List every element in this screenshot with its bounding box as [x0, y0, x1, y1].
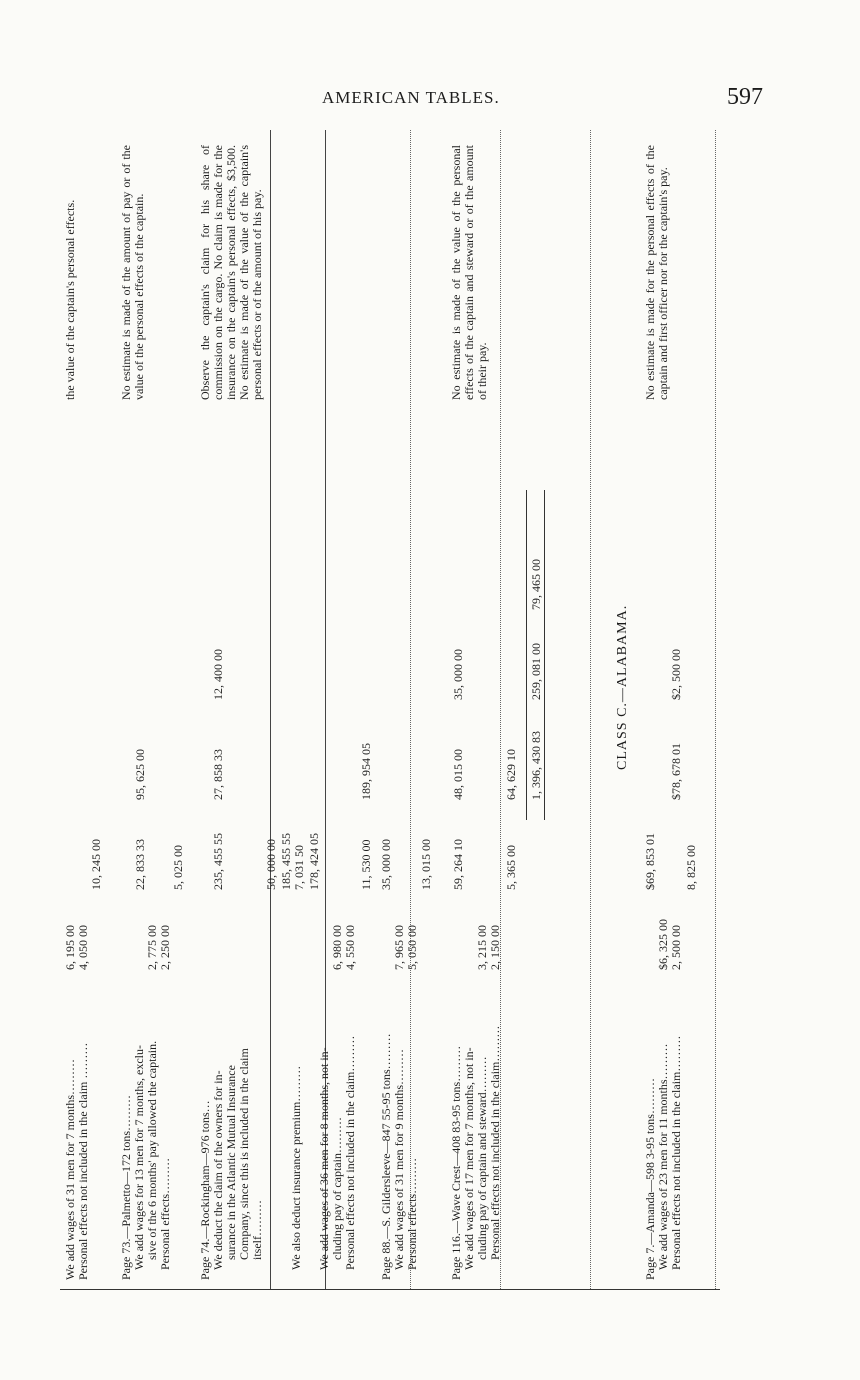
line-text: cluding pay of captain……… [330, 1117, 344, 1260]
amount-cell: 6, 980 00 [330, 925, 344, 970]
amount-cell: 2, 150 00 [488, 925, 502, 970]
line-text: surance in the Atlantic Mutual Insurance [224, 1065, 238, 1260]
amount-cell: 2, 250 00 [158, 925, 172, 970]
amount-cell: 259, 081 00 [529, 643, 543, 700]
amount-cell: 13, 015 00 [419, 839, 433, 890]
column-rule [270, 130, 271, 1290]
amount-cell: 189, 954 05 [359, 743, 373, 800]
amount-cell: 7, 031 50 [292, 845, 306, 890]
amount-cell: 3, 215 00 [475, 925, 489, 970]
amount-cell: $2, 500 00 [669, 649, 683, 700]
line-text: Page 73.—Palmetto—172 tons……… [119, 1095, 133, 1280]
amount-cell: 1, 396, 430 83 [529, 731, 543, 800]
line-text: We add wages of 31 men for 7 months……… [63, 1059, 77, 1280]
amount-cell: 79, 465 00 [529, 559, 543, 610]
amount-cell: 4, 550 00 [343, 925, 357, 970]
line-text: We also deduct insurance premium……… [289, 1065, 303, 1270]
amount-cell: 48, 015 00 [451, 749, 465, 800]
total-rule [526, 490, 527, 820]
amount-cell: 12, 400 00 [211, 649, 225, 700]
line-text: Personal effects not included in the claim……… [669, 1035, 683, 1270]
amount-cell: 185, 455 55 [279, 833, 293, 890]
line-text: Page 88.—S. Gildersleeve—847 55-95 tons……… [379, 1033, 393, 1280]
line-text: Company, since this is included in the claim [237, 1048, 251, 1260]
column-rule [590, 130, 591, 1290]
line-text: Personal effects not included in the claim ……… [76, 1042, 90, 1280]
remark-text: Observe the captain's claim for his share of commission on the cargo. No claim is made for the insurance on the captain's personal effects, $3,500. No estimate is made of the value of the captain's personal effects or of the amount of his pay. [198, 145, 264, 400]
amount-cell: 35, 000 00 [451, 649, 465, 700]
amount-cell: 5, 365 00 [504, 845, 518, 890]
total-rule [544, 490, 545, 820]
line-text: Personal effects not included in the claim……… [343, 1035, 357, 1270]
amount-cell: 64, 629 10 [504, 749, 518, 800]
line-text: Page 74.—Rockingham—976 tons… [198, 1100, 212, 1280]
column-rule [410, 130, 411, 1290]
line-text: We deduct the claim of the owners for in- [211, 1070, 225, 1270]
line-text: Page 7.—Amanda—598 3-95 tons……… [643, 1078, 657, 1280]
section-rule [60, 1289, 720, 1290]
class-heading: CLASS C.—ALABAMA. [615, 604, 630, 770]
line-text: We add wages of 17 men for 7 months, not in- [462, 1047, 476, 1270]
line-text: Personal effects not included in the claim……… [488, 1025, 502, 1260]
remark-text: No estimate is made of the value of the personal effects of the captain and steward or of the amount of their pay. [449, 145, 489, 400]
amount-cell: 235, 455 55 [211, 833, 225, 890]
line-text: Personal effects……… [405, 1157, 419, 1270]
line-text: We add wages of 36 men for 8 months, not in- [317, 1047, 331, 1270]
amount-cell: 59, 264 10 [451, 839, 465, 890]
line-text: cluding pay of captain and steward……… [475, 1056, 489, 1260]
amount-cell: 50, 000 00 [264, 839, 278, 890]
line-text: We add wages of 23 men for 11 months……… [656, 1043, 670, 1270]
amount-cell: $69, 853 01 [643, 833, 657, 890]
rotated-table [60, 130, 720, 1290]
amount-cell: 11, 530 00 [359, 839, 373, 890]
amount-cell: $78, 678 01 [669, 743, 683, 800]
amount-cell: 5, 025 00 [171, 845, 185, 890]
line-text: We add wages of 31 men for 9 months……… [392, 1049, 406, 1270]
running-head: AMERICAN TABLES. [322, 88, 500, 107]
amount-cell: 2, 500 00 [669, 925, 683, 970]
amount-cell: 27, 858 33 [211, 749, 225, 800]
page-number: 597 [727, 84, 763, 110]
amount-cell: 95, 625 00 [133, 749, 147, 800]
amount-cell: 8, 825 00 [684, 845, 698, 890]
amount-cell: 22, 833 33 [133, 839, 147, 890]
line-text: Page 116.—Wave Crest—408 83-95 tons……… [449, 1045, 463, 1280]
line-text: sive of the 6 months' pay allowed the captain. [145, 1040, 159, 1260]
remark-text: No estimate is made for the personal effects of the captain and first officer nor for the captain's pay. [643, 145, 670, 400]
amount-cell: 4, 050 00 [76, 925, 90, 970]
amount-cell: 5, 050 00 [405, 925, 419, 970]
amount-cell: 6, 195 00 [63, 925, 77, 970]
amount-cell: 7, 965 00 [392, 925, 406, 970]
amount-cell: 10, 245 00 [89, 839, 103, 890]
amount-cell: 2, 775 00 [145, 925, 159, 970]
amount-cell: 35, 000 00 [379, 839, 393, 890]
line-text: We add wages for 13 men for 7 months, exclu- [132, 1045, 146, 1270]
amount-cell: 178, 424 05 [307, 833, 321, 890]
column-rule [715, 130, 716, 1290]
amount-cell: $6, 325 00 [656, 919, 670, 970]
line-text: Personal effects……… [158, 1157, 172, 1270]
remark-text: the value of the captain's personal effects. [63, 199, 77, 400]
line-text: itself……… [250, 1200, 264, 1260]
remark-text: No estimate is made of the amount of pay or of the value of the personal effects of the captain. [119, 145, 146, 400]
